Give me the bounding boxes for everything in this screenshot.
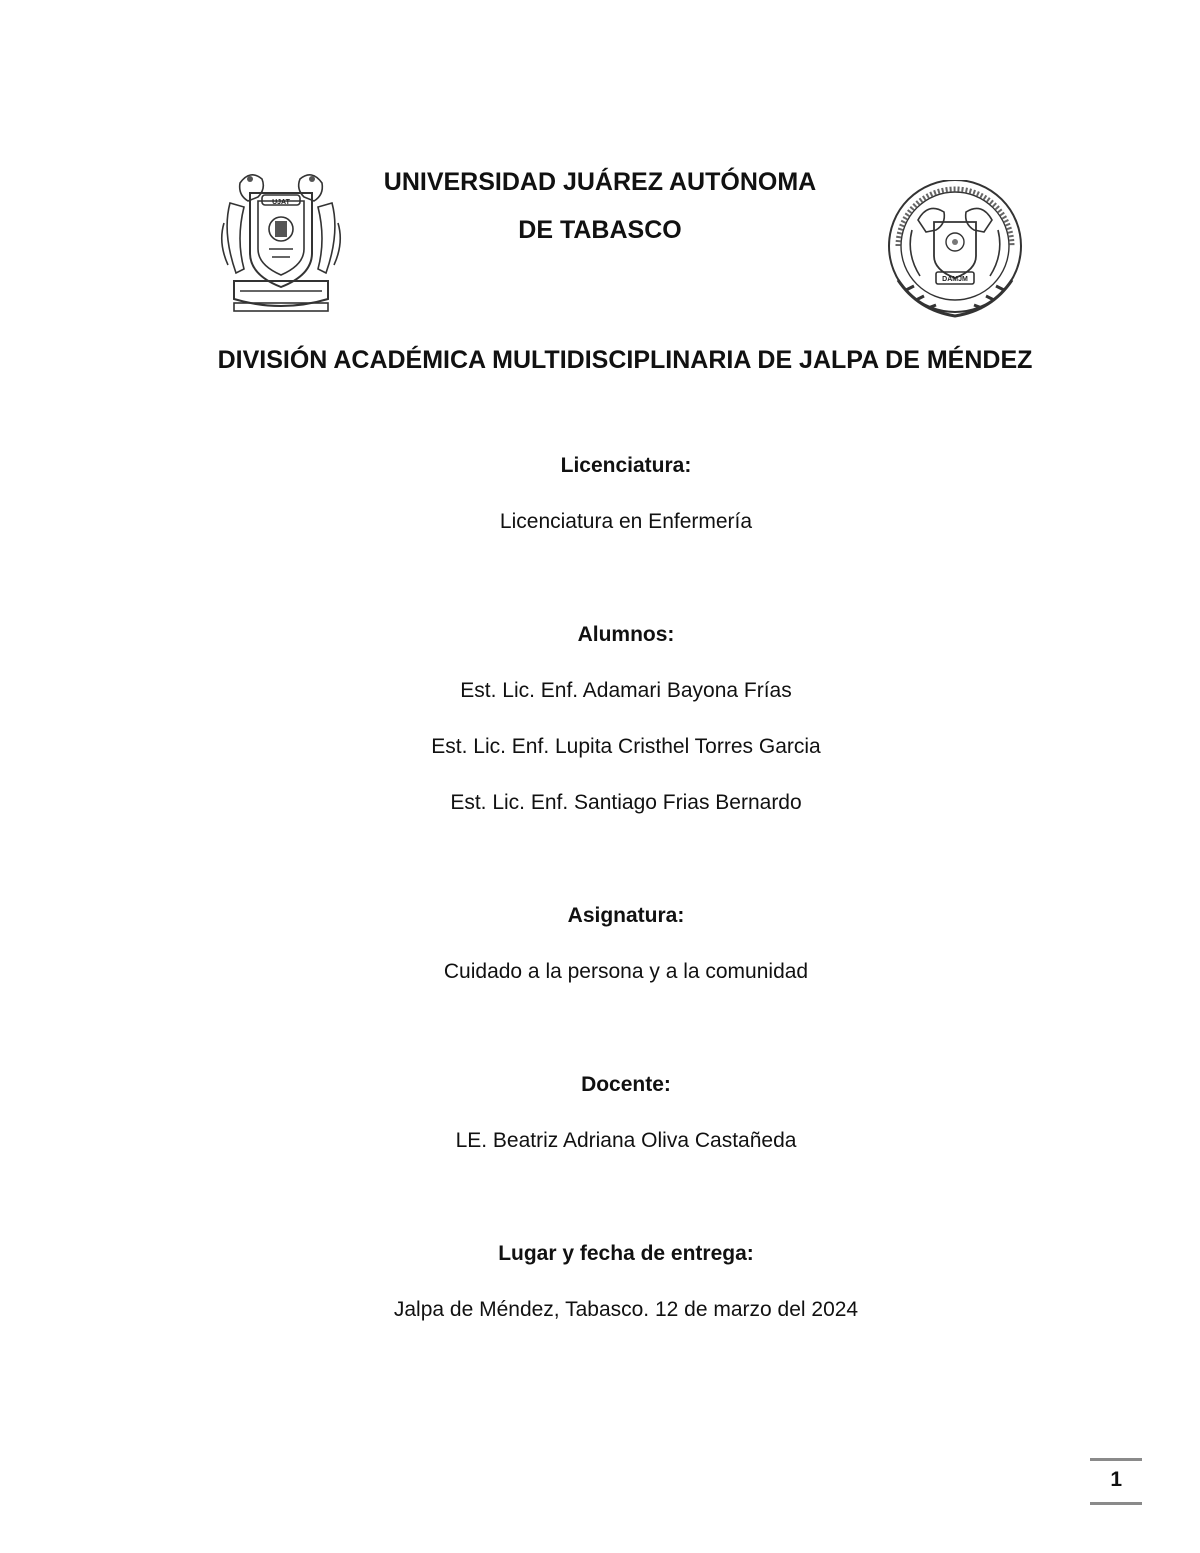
licenciatura-value: Licenciatura en Enfermería <box>499 510 753 533</box>
left-logo-text: UJAT <box>272 199 290 206</box>
page-number-box <box>1090 1458 1142 1508</box>
right-logo-text: DAMJM <box>942 276 968 283</box>
entrega-label: Lugar y fecha de entrega: <box>498 1242 754 1265</box>
entrega-value: Jalpa de Méndez, Tabasco. 12 de marzo del 2024 <box>393 1298 859 1321</box>
asignatura-value: Cuidado a la persona y a la comunidad <box>443 960 809 983</box>
alumno-item: Est. Lic. Enf. Lupita Cristhel Torres Garcia <box>431 735 821 758</box>
alumnos-label: Alumnos: <box>577 623 675 646</box>
division-title: DIVISIÓN ACADÉMICA MULTIDISCIPLINARIA DE JALPA DE MÉNDEZ <box>217 346 1033 374</box>
alumno-item: Est. Lic. Enf. Santiago Frias Bernardo <box>450 791 802 814</box>
docente-label: Docente: <box>581 1073 671 1096</box>
university-title-line1: UNIVERSIDAD JUÁREZ AUTÓNOMA <box>383 168 817 196</box>
page-number: 1 <box>1110 1468 1122 1491</box>
licenciatura-label: Licenciatura: <box>560 454 692 477</box>
alumno-item: Est. Lic. Enf. Adamari Bayona Frías <box>460 679 792 702</box>
page-number-bottom-rule <box>1090 1502 1142 1505</box>
asignatura-label: Asignatura: <box>567 904 685 927</box>
university-title-line2: DE TABASCO <box>518 216 682 244</box>
ujat-crest-logo <box>220 163 342 315</box>
docente-value: LE. Beatriz Adriana Oliva Castañeda <box>455 1129 797 1152</box>
page-number-top-rule <box>1090 1458 1142 1461</box>
damjm-seal-logo <box>878 180 1032 320</box>
